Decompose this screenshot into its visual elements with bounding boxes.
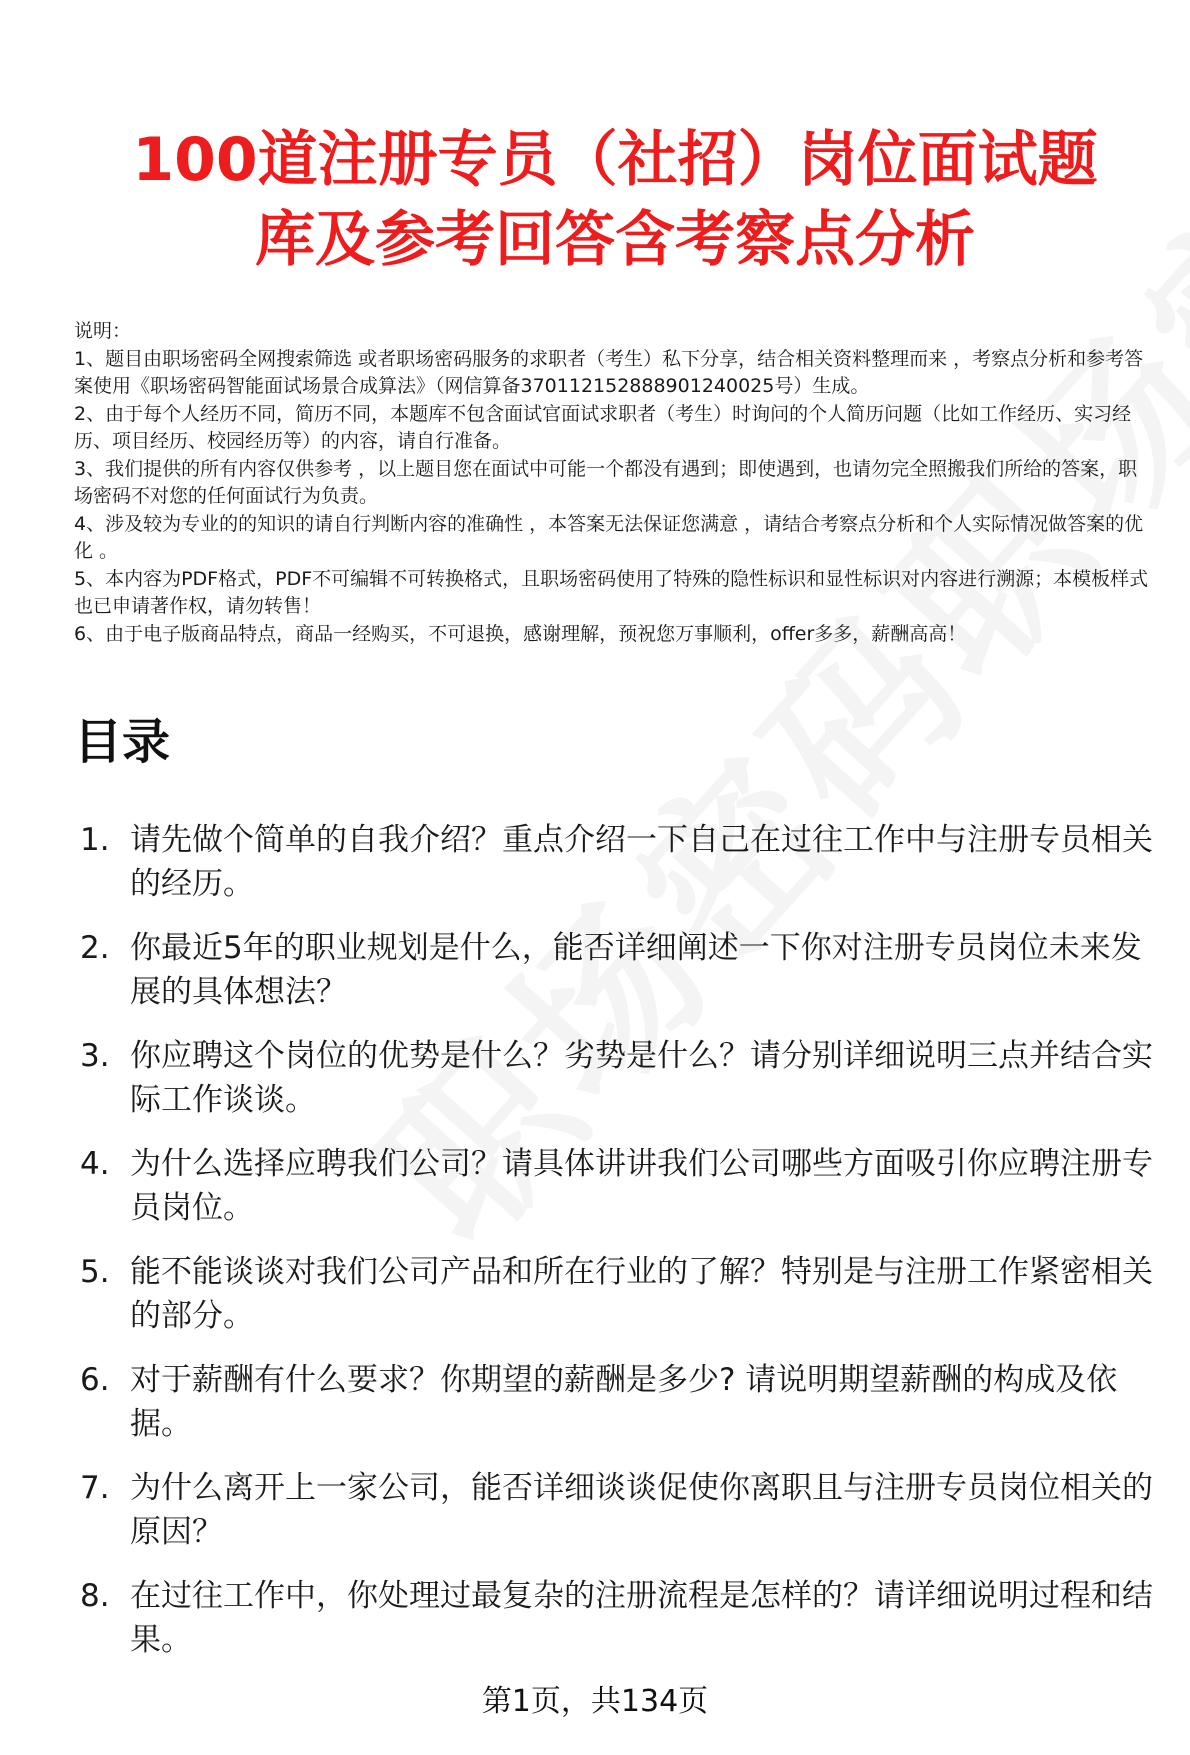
toc-item-text: 你最近5年的职业规划是什么，能否详细阐述一下你对注册专员岗位未来发展的具体想法？ (130, 930, 1142, 1010)
toc-item[interactable] (74, 1358, 1164, 1466)
toc-item-number: 1. (80, 822, 110, 858)
toc-item-text: 为什么选择应聘我们公司？请具体讲讲我们公司哪些方面吸引你应聘注册专员岗位。 (130, 1146, 1153, 1226)
notes-heading: 说明： (74, 320, 132, 342)
note-item-3: 3、我们提供的所有内容仅供参考 ，以上题目您在面试中可能一个都没有遇到；即使遇到，也请勿完全照搬我们所给的答案，职场密码不对您的任何面试行为负责。 (74, 457, 1138, 507)
toc-item-text: 能不能谈谈对我们公司产品和所在行业的了解？特别是与注册工作紧密相关的部分。 (130, 1254, 1153, 1334)
toc-item-text: 你应聘这个岗位的优势是什么？劣势是什么？请分别详细说明三点并结合实际工作谈谈。 (130, 1038, 1153, 1118)
notes-section (74, 318, 1154, 648)
note-item-6: 6、由于电子版商品特点，商品一经购买，不可退换，感谢理解，预祝您万事顺利，offer多多，薪酬高高！ (74, 622, 967, 645)
title-line-2: 库及参考回答含考察点分析 (255, 205, 975, 275)
toc-item-number: 5. (80, 1254, 110, 1290)
toc-item-text: 对于薪酬有什么要求？你期望的薪酬是多少? 请说明期望薪酬的构成及依据。 (130, 1362, 1118, 1442)
note-item-2: 2、由于每个人经历不同，简历不同，本题库不包含面试官面试求职者（考生）时询问的个人简历问题（比如工作经历、实习经历、项目经历、校园经历等）的内容，请自行准备。 (74, 402, 1132, 452)
title-line-1: 100道注册专员（社招）岗位面试题 (132, 125, 1098, 195)
note-item-5: 5、本内容为PDF格式，PDF不可编辑不可转换格式，且职场密码使用了特殊的隐性标识和显性标识对内容进行溯源；本模板样式也已申请著作权，请勿转售！ (74, 567, 1149, 617)
toc-item[interactable] (74, 1142, 1164, 1250)
toc-item-number: 8. (80, 1578, 110, 1614)
toc-item-text: 在过往工作中，你处理过最复杂的注册流程是怎样的？请详细说明过程和结果。 (130, 1578, 1153, 1658)
toc-item-number: 7. (80, 1470, 110, 1506)
toc-item[interactable] (74, 926, 1164, 1034)
page-footer: 第1页，共134页 (481, 1684, 709, 1719)
toc-item[interactable] (74, 1034, 1164, 1142)
toc-item-number: 4. (80, 1146, 110, 1182)
toc-item[interactable] (74, 818, 1164, 926)
toc-item-number: 2. (80, 930, 110, 966)
note-item-4: 4、涉及较为专业的的知识的请自行判断内容的准确性 ，本答案无法保证您满意 ，请结合考察点分析和个人实际情况做答案的优化 。 (74, 512, 1144, 562)
toc-item-text: 请先做个简单的自我介绍？重点介绍一下自己在过往工作中与注册专员相关的经历。 (130, 822, 1153, 902)
toc-item-number: 6. (80, 1362, 110, 1398)
toc-item[interactable] (74, 1466, 1164, 1574)
toc-item-text: 为什么离开上一家公司，能否详细谈谈促使你离职且与注册专员岗位相关的原因？ (130, 1470, 1153, 1550)
toc-item[interactable] (74, 1250, 1164, 1358)
document-title (60, 120, 1170, 280)
toc-item[interactable] (74, 1574, 1164, 1682)
toc-item-number: 3. (80, 1038, 110, 1074)
toc-list (74, 818, 1164, 1682)
note-item-1: 1、题目由职场密码全网搜索筛选 或者职场密码服务的求职者（考生）私下分享，结合相关资料整理而来 ，考察点分析和参考答案使用《职场密码智能面试场景合成算法》（网信算备370112152888901240025号）生成。 (74, 347, 1144, 397)
toc-heading: 目录 (74, 714, 171, 770)
